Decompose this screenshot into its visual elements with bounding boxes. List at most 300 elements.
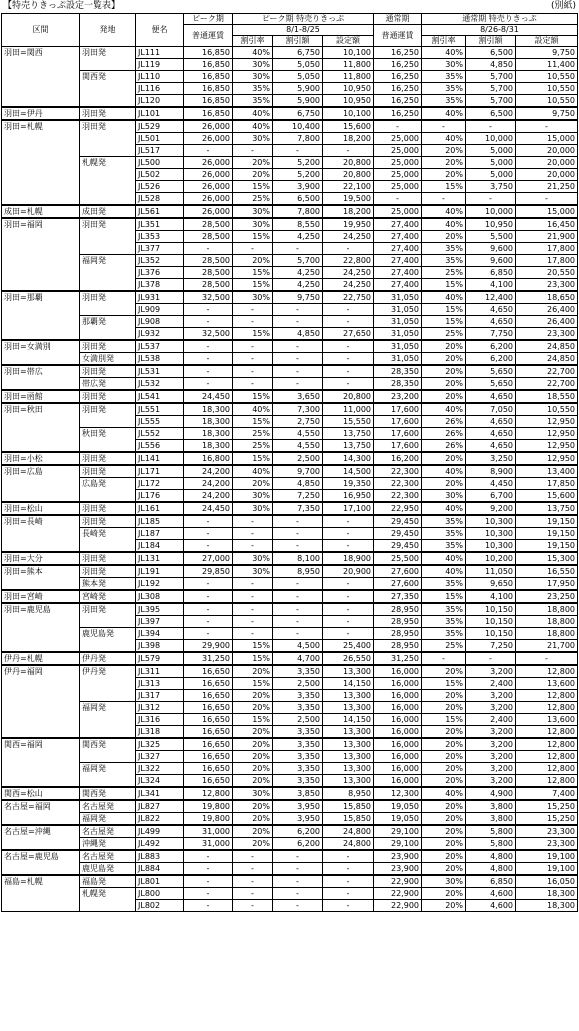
peak-discount-cell: - bbox=[273, 540, 323, 553]
table-row bbox=[2, 71, 578, 83]
normal-setting-cell: 26,400 bbox=[516, 304, 578, 316]
normal-setting-cell: 10,550 bbox=[516, 71, 578, 83]
peak-fare-cell: - bbox=[184, 540, 233, 553]
peak-discount-cell: - bbox=[273, 875, 323, 888]
flight-number-cell: JL908 bbox=[136, 316, 184, 328]
origin-cell: 羽田発 bbox=[80, 218, 136, 255]
peak-rate-cell: 15% bbox=[233, 714, 273, 726]
normal-setting-cell: 24,850 bbox=[516, 340, 578, 353]
normal-discount-cell: - bbox=[466, 193, 516, 206]
normal-discount-cell: 7,250 bbox=[466, 640, 516, 653]
normal-fare-cell: 31,050 bbox=[374, 340, 422, 353]
normal-discount-cell: 5,000 bbox=[466, 145, 516, 157]
peak-fare-cell: - bbox=[184, 628, 233, 640]
normal-discount-cell: 3,200 bbox=[466, 702, 516, 714]
normal-discount-cell: 10,300 bbox=[466, 528, 516, 540]
normal-fare-cell: 16,000 bbox=[374, 702, 422, 714]
peak-fare-cell: - bbox=[184, 353, 233, 366]
section-cell: 羽田=大分 bbox=[2, 552, 80, 565]
normal-discount-cell: 6,850 bbox=[466, 267, 516, 279]
normal-discount-cell: 5,700 bbox=[466, 71, 516, 83]
normal-fare-cell: 25,000 bbox=[374, 157, 422, 169]
normal-discount-cell: 3,750 bbox=[466, 181, 516, 193]
normal-discount-cell: 10,150 bbox=[466, 628, 516, 640]
peak-fare-cell: 18,300 bbox=[184, 403, 233, 416]
peak-rate-cell: 15% bbox=[233, 678, 273, 690]
normal-setting-cell: 12,800 bbox=[516, 726, 578, 739]
normal-rate-cell: 40% bbox=[422, 787, 466, 800]
normal-discount-cell: 10,950 bbox=[466, 218, 516, 231]
normal-discount-cell: 2,400 bbox=[466, 678, 516, 690]
origin-cell: 那覇発 bbox=[80, 316, 136, 341]
flight-number-cell: JL324 bbox=[136, 775, 184, 788]
origin-cell: 熊本発 bbox=[80, 578, 136, 591]
peak-rate-cell: 20% bbox=[233, 825, 273, 838]
peak-fare-cell: 31,000 bbox=[184, 838, 233, 851]
normal-fare-cell: 25,000 bbox=[374, 205, 422, 218]
peak-setting-cell: 14,300 bbox=[323, 452, 374, 465]
peak-fare-cell: 24,200 bbox=[184, 478, 233, 490]
flight-number-cell: JL526 bbox=[136, 181, 184, 193]
normal-setting-cell: 18,550 bbox=[516, 390, 578, 403]
peak-discount-cell: 4,250 bbox=[273, 231, 323, 243]
peak-setting-cell: - bbox=[323, 316, 374, 328]
peak-discount-cell: 4,250 bbox=[273, 279, 323, 292]
table-row bbox=[2, 478, 578, 490]
peak-fare-cell: - bbox=[184, 900, 233, 912]
origin-cell: 秋田発 bbox=[80, 428, 136, 453]
table-row bbox=[2, 763, 578, 775]
flight-number-cell: JL561 bbox=[136, 205, 184, 218]
fare-table bbox=[1, 13, 578, 912]
peak-discount-cell: 5,900 bbox=[273, 83, 323, 95]
normal-rate-cell: 40% bbox=[422, 565, 466, 578]
peak-fare-cell: 12,800 bbox=[184, 787, 233, 800]
table-row bbox=[2, 465, 578, 478]
flight-number-cell: JL141 bbox=[136, 452, 184, 465]
origin-cell: 沖縄発 bbox=[80, 838, 136, 851]
normal-fare-cell: 12,300 bbox=[374, 787, 422, 800]
normal-discount-cell: 4,100 bbox=[466, 279, 516, 292]
flight-number-cell: JL802 bbox=[136, 900, 184, 912]
table-row bbox=[2, 738, 578, 751]
normal-fare-cell: 27,400 bbox=[374, 255, 422, 267]
normal-rate-cell: 15% bbox=[422, 279, 466, 292]
normal-rate-cell: 20% bbox=[422, 390, 466, 403]
normal-rate-cell: 35% bbox=[422, 95, 466, 108]
peak-setting-cell: 20,800 bbox=[323, 390, 374, 403]
normal-fare-cell: 27,400 bbox=[374, 218, 422, 231]
peak-fare-cell: 16,650 bbox=[184, 775, 233, 788]
normal-rate-cell: 15% bbox=[422, 304, 466, 316]
normal-rate-cell: 35% bbox=[422, 71, 466, 83]
peak-rate-cell: - bbox=[233, 145, 273, 157]
section-cell: 成田=札幌 bbox=[2, 205, 80, 218]
normal-discount-cell: 5,800 bbox=[466, 825, 516, 838]
peak-discount-cell: 9,700 bbox=[273, 465, 323, 478]
normal-discount-cell: 4,650 bbox=[466, 390, 516, 403]
flight-number-cell: JL111 bbox=[136, 47, 184, 59]
normal-discount-cell: 10,150 bbox=[466, 603, 516, 616]
peak-fare-cell: - bbox=[184, 578, 233, 591]
peak-setting-cell: 19,500 bbox=[323, 193, 374, 206]
peak-fare-cell: 26,000 bbox=[184, 181, 233, 193]
peak-fare-cell: 16,850 bbox=[184, 107, 233, 120]
normal-rate-cell: - bbox=[422, 652, 466, 665]
peak-discount-cell: 6,200 bbox=[273, 825, 323, 838]
flight-number-cell: JL931 bbox=[136, 291, 184, 304]
peak-discount-cell: 4,500 bbox=[273, 640, 323, 653]
peak-discount-cell: 7,300 bbox=[273, 403, 323, 416]
normal-discount-cell: 3,200 bbox=[466, 738, 516, 751]
normal-discount-cell: 3,200 bbox=[466, 775, 516, 788]
flight-number-cell: JL827 bbox=[136, 800, 184, 813]
flight-number-cell: JL538 bbox=[136, 353, 184, 366]
normal-rate-cell: 40% bbox=[422, 291, 466, 304]
peak-fare-cell: - bbox=[184, 616, 233, 628]
table-row bbox=[2, 850, 578, 863]
section-cell: 名古屋=福岡 bbox=[2, 800, 80, 825]
flight-number-cell: JL318 bbox=[136, 726, 184, 739]
flight-number-cell: JL325 bbox=[136, 738, 184, 751]
attachment-note: (別紙) bbox=[550, 1, 576, 11]
origin-cell: 福島発 bbox=[80, 875, 136, 888]
peak-discount-cell: - bbox=[273, 863, 323, 876]
peak-fare-cell: - bbox=[184, 603, 233, 616]
normal-discount-cell: 11,050 bbox=[466, 565, 516, 578]
peak-fare-cell: - bbox=[184, 378, 233, 391]
peak-rate-cell: 20% bbox=[233, 800, 273, 813]
normal-rate-cell: 30% bbox=[422, 59, 466, 71]
flight-number-cell: JL377 bbox=[136, 243, 184, 255]
normal-setting-cell: 21,700 bbox=[516, 640, 578, 653]
normal-fare-cell: 22,300 bbox=[374, 490, 422, 503]
table-row bbox=[2, 316, 578, 328]
origin-cell: 福岡発 bbox=[80, 763, 136, 788]
peak-fare-cell: 28,500 bbox=[184, 279, 233, 292]
normal-rate-cell: 40% bbox=[422, 205, 466, 218]
peak-rate-cell: - bbox=[233, 875, 273, 888]
table-row bbox=[2, 578, 578, 591]
flight-number-cell: JL532 bbox=[136, 378, 184, 391]
flight-number-cell: JL192 bbox=[136, 578, 184, 591]
peak-setting-cell: 16,950 bbox=[323, 490, 374, 503]
peak-rate-cell: 15% bbox=[233, 652, 273, 665]
table-row bbox=[2, 825, 578, 838]
table-row bbox=[2, 205, 578, 218]
peak-rate-cell: 35% bbox=[233, 83, 273, 95]
peak-rate-cell: 30% bbox=[233, 59, 273, 71]
peak-setting-cell: 19,350 bbox=[323, 478, 374, 490]
table-row bbox=[2, 218, 578, 231]
flight-number-cell: JL317 bbox=[136, 690, 184, 702]
normal-setting-cell: 13,600 bbox=[516, 714, 578, 726]
peak-setting-cell: 18,200 bbox=[323, 133, 374, 145]
normal-discount-cell: 2,400 bbox=[466, 714, 516, 726]
normal-setting-cell: 12,950 bbox=[516, 416, 578, 428]
peak-fare-cell: - bbox=[184, 145, 233, 157]
col-peak-setting: 設定額 bbox=[323, 36, 374, 47]
peak-fare-cell: 18,300 bbox=[184, 416, 233, 428]
normal-setting-cell: 24,850 bbox=[516, 353, 578, 366]
normal-setting-cell: 15,300 bbox=[516, 552, 578, 565]
normal-discount-cell: 6,500 bbox=[466, 107, 516, 120]
normal-fare-cell: 31,050 bbox=[374, 316, 422, 328]
peak-fare-cell: 16,800 bbox=[184, 452, 233, 465]
table-row bbox=[2, 628, 578, 640]
normal-fare-cell: 28,950 bbox=[374, 628, 422, 640]
peak-fare-cell: - bbox=[184, 365, 233, 378]
normal-setting-cell: 22,700 bbox=[516, 365, 578, 378]
peak-fare-cell: 24,450 bbox=[184, 502, 233, 515]
flight-number-cell: JL131 bbox=[136, 552, 184, 565]
flight-number-cell: JL316 bbox=[136, 714, 184, 726]
peak-discount-cell: 5,050 bbox=[273, 71, 323, 83]
normal-rate-cell: 25% bbox=[422, 328, 466, 341]
origin-cell: 名古屋発 bbox=[80, 825, 136, 838]
normal-fare-cell: 16,000 bbox=[374, 763, 422, 775]
normal-setting-cell: 19,100 bbox=[516, 863, 578, 876]
normal-fare-cell: 22,900 bbox=[374, 875, 422, 888]
normal-rate-cell: 20% bbox=[422, 231, 466, 243]
table-row bbox=[2, 291, 578, 304]
normal-fare-cell: 31,050 bbox=[374, 291, 422, 304]
normal-setting-cell: 12,800 bbox=[516, 738, 578, 751]
normal-setting-cell: 13,600 bbox=[516, 678, 578, 690]
normal-rate-cell: 20% bbox=[422, 690, 466, 702]
flight-number-cell: JL172 bbox=[136, 478, 184, 490]
peak-setting-cell: 14,150 bbox=[323, 678, 374, 690]
normal-fare-cell: 25,500 bbox=[374, 552, 422, 565]
peak-rate-cell: - bbox=[233, 590, 273, 603]
normal-setting-cell: 15,250 bbox=[516, 813, 578, 826]
peak-setting-cell: - bbox=[323, 628, 374, 640]
normal-fare-cell: 31,050 bbox=[374, 353, 422, 366]
normal-setting-cell: 12,800 bbox=[516, 702, 578, 714]
normal-fare-cell: 31,250 bbox=[374, 652, 422, 665]
normal-discount-cell: 9,600 bbox=[466, 243, 516, 255]
normal-discount-cell: 4,850 bbox=[466, 59, 516, 71]
peak-fare-cell: 16,650 bbox=[184, 678, 233, 690]
peak-setting-cell: - bbox=[323, 875, 374, 888]
flight-number-cell: JL932 bbox=[136, 328, 184, 341]
normal-rate-cell: 15% bbox=[422, 714, 466, 726]
origin-cell: 札幌発 bbox=[80, 157, 136, 206]
peak-fare-cell: 16,850 bbox=[184, 59, 233, 71]
peak-discount-cell: - bbox=[273, 340, 323, 353]
flight-number-cell: JL171 bbox=[136, 465, 184, 478]
flight-number-cell: JL541 bbox=[136, 390, 184, 403]
normal-discount-cell: 3,200 bbox=[466, 665, 516, 678]
normal-fare-cell: 27,400 bbox=[374, 231, 422, 243]
normal-discount-cell: 4,650 bbox=[466, 440, 516, 453]
normal-discount-cell: 5,700 bbox=[466, 95, 516, 108]
origin-cell: 羽田発 bbox=[80, 47, 136, 71]
section-cell: 福島=札幌 bbox=[2, 875, 80, 912]
document-header bbox=[3, 0, 576, 12]
peak-discount-cell: 7,800 bbox=[273, 133, 323, 145]
normal-discount-cell: 4,800 bbox=[466, 863, 516, 876]
section-cell: 関西=松山 bbox=[2, 787, 80, 800]
normal-fare-cell: 17,600 bbox=[374, 428, 422, 440]
normal-rate-cell: 35% bbox=[422, 578, 466, 591]
peak-rate-cell: - bbox=[233, 304, 273, 316]
normal-setting-cell: 23,300 bbox=[516, 838, 578, 851]
normal-rate-cell: 15% bbox=[422, 678, 466, 690]
peak-setting-cell: - bbox=[323, 578, 374, 591]
normal-setting-cell: 10,550 bbox=[516, 95, 578, 108]
peak-rate-cell: 25% bbox=[233, 440, 273, 453]
table-row bbox=[2, 378, 578, 391]
origin-cell: 羽田発 bbox=[80, 340, 136, 353]
peak-setting-cell: 15,550 bbox=[323, 416, 374, 428]
normal-fare-cell: 27,350 bbox=[374, 590, 422, 603]
normal-rate-cell: 25% bbox=[422, 267, 466, 279]
normal-rate-cell: 40% bbox=[422, 552, 466, 565]
normal-fare-cell: 22,900 bbox=[374, 888, 422, 900]
origin-cell: 羽田発 bbox=[80, 552, 136, 565]
normal-setting-cell: 19,100 bbox=[516, 850, 578, 863]
normal-discount-cell: 4,650 bbox=[466, 428, 516, 440]
normal-rate-cell: 35% bbox=[422, 243, 466, 255]
normal-discount-cell: 8,900 bbox=[466, 465, 516, 478]
flight-number-cell: JL116 bbox=[136, 83, 184, 95]
flight-number-cell: JL308 bbox=[136, 590, 184, 603]
peak-discount-cell: 2,500 bbox=[273, 452, 323, 465]
origin-cell: 鹿児島発 bbox=[80, 863, 136, 876]
peak-rate-cell: 40% bbox=[233, 403, 273, 416]
table-row bbox=[2, 800, 578, 813]
origin-cell: 女満別発 bbox=[80, 353, 136, 366]
normal-fare-cell: 27,400 bbox=[374, 243, 422, 255]
normal-fare-cell: 22,950 bbox=[374, 502, 422, 515]
peak-setting-cell: - bbox=[323, 900, 374, 912]
peak-fare-cell: - bbox=[184, 515, 233, 528]
peak-discount-cell: 3,350 bbox=[273, 690, 323, 702]
flight-number-cell: JL378 bbox=[136, 279, 184, 292]
table-row bbox=[2, 390, 578, 403]
table-row bbox=[2, 255, 578, 267]
peak-fare-cell: - bbox=[184, 243, 233, 255]
peak-setting-cell: 17,100 bbox=[323, 502, 374, 515]
normal-discount-cell: 12,400 bbox=[466, 291, 516, 304]
peak-discount-cell: 5,700 bbox=[273, 255, 323, 267]
normal-rate-cell: 35% bbox=[422, 528, 466, 540]
origin-cell: 札幌発 bbox=[80, 888, 136, 912]
col-normal-fare-top: 通常期 bbox=[374, 14, 422, 25]
peak-rate-cell: 15% bbox=[233, 279, 273, 292]
peak-rate-cell: 20% bbox=[233, 478, 273, 490]
peak-rate-cell: 20% bbox=[233, 665, 273, 678]
table-row bbox=[2, 652, 578, 665]
table-body bbox=[2, 47, 578, 912]
flight-number-cell: JL119 bbox=[136, 59, 184, 71]
flight-number-cell: JL499 bbox=[136, 825, 184, 838]
table-row bbox=[2, 787, 578, 800]
peak-fare-cell: - bbox=[184, 888, 233, 900]
normal-rate-cell: 30% bbox=[422, 490, 466, 503]
normal-setting-cell: 21,900 bbox=[516, 231, 578, 243]
origin-cell: 長崎発 bbox=[80, 528, 136, 553]
normal-setting-cell: 18,300 bbox=[516, 888, 578, 900]
peak-discount-cell: 5,200 bbox=[273, 157, 323, 169]
peak-fare-cell: 16,650 bbox=[184, 690, 233, 702]
peak-setting-cell: - bbox=[323, 365, 374, 378]
normal-discount-cell: 5,500 bbox=[466, 231, 516, 243]
peak-rate-cell: 20% bbox=[233, 738, 273, 751]
peak-setting-cell: 10,950 bbox=[323, 95, 374, 108]
normal-rate-cell: 20% bbox=[422, 378, 466, 391]
peak-discount-cell: - bbox=[273, 900, 323, 912]
peak-fare-cell: 32,500 bbox=[184, 328, 233, 341]
peak-discount-cell: 8,550 bbox=[273, 218, 323, 231]
col-peak-rate: 割引率 bbox=[233, 36, 273, 47]
peak-rate-cell: - bbox=[233, 243, 273, 255]
normal-discount-cell: 6,700 bbox=[466, 490, 516, 503]
peak-fare-cell: 26,000 bbox=[184, 133, 233, 145]
peak-discount-cell: 6,750 bbox=[273, 107, 323, 120]
normal-rate-cell: 20% bbox=[422, 825, 466, 838]
peak-rate-cell: - bbox=[233, 603, 273, 616]
origin-cell: 羽田発 bbox=[80, 291, 136, 316]
peak-setting-cell: - bbox=[323, 616, 374, 628]
peak-discount-cell: 6,200 bbox=[273, 838, 323, 851]
table-row bbox=[2, 888, 578, 900]
flight-number-cell: JL176 bbox=[136, 490, 184, 503]
normal-discount-cell: 6,200 bbox=[466, 340, 516, 353]
peak-setting-cell: 8,950 bbox=[323, 787, 374, 800]
origin-cell: 羽田発 bbox=[80, 502, 136, 515]
origin-cell: 羽田発 bbox=[80, 390, 136, 403]
normal-setting-cell: 16,550 bbox=[516, 565, 578, 578]
normal-setting-cell: 16,050 bbox=[516, 875, 578, 888]
peak-fare-cell: - bbox=[184, 316, 233, 328]
normal-discount-cell: 9,200 bbox=[466, 502, 516, 515]
peak-discount-cell: 5,900 bbox=[273, 95, 323, 108]
origin-cell: 福岡発 bbox=[80, 255, 136, 292]
peak-fare-cell: 16,650 bbox=[184, 726, 233, 739]
flight-number-cell: JL529 bbox=[136, 120, 184, 133]
normal-discount-cell: 4,600 bbox=[466, 888, 516, 900]
normal-setting-cell: 15,250 bbox=[516, 800, 578, 813]
normal-setting-cell: 15,000 bbox=[516, 133, 578, 145]
flight-number-cell: JL502 bbox=[136, 169, 184, 181]
section-cell: 羽田=女満別 bbox=[2, 340, 80, 365]
normal-fare-cell: 22,300 bbox=[374, 478, 422, 490]
normal-discount-cell: 10,000 bbox=[466, 133, 516, 145]
flight-number-cell: JL801 bbox=[136, 875, 184, 888]
peak-fare-cell: 26,000 bbox=[184, 120, 233, 133]
peak-setting-cell: - bbox=[323, 590, 374, 603]
normal-rate-cell: 40% bbox=[422, 107, 466, 120]
col-origin: 発地 bbox=[80, 14, 136, 47]
peak-rate-cell: 15% bbox=[233, 181, 273, 193]
table-row bbox=[2, 552, 578, 565]
peak-discount-cell: - bbox=[273, 243, 323, 255]
normal-fare-cell: 16,200 bbox=[374, 452, 422, 465]
col-normal-rate: 割引率 bbox=[422, 36, 466, 47]
peak-fare-cell: 31,000 bbox=[184, 825, 233, 838]
normal-discount-cell: 6,850 bbox=[466, 875, 516, 888]
normal-rate-cell: 35% bbox=[422, 515, 466, 528]
normal-fare-cell: 17,600 bbox=[374, 403, 422, 416]
peak-discount-cell: 2,500 bbox=[273, 678, 323, 690]
peak-discount-cell: - bbox=[273, 145, 323, 157]
peak-rate-cell: - bbox=[233, 616, 273, 628]
section-cell: 羽田=福岡 bbox=[2, 218, 80, 291]
peak-setting-cell: 10,100 bbox=[323, 47, 374, 59]
flight-number-cell: JL187 bbox=[136, 528, 184, 540]
